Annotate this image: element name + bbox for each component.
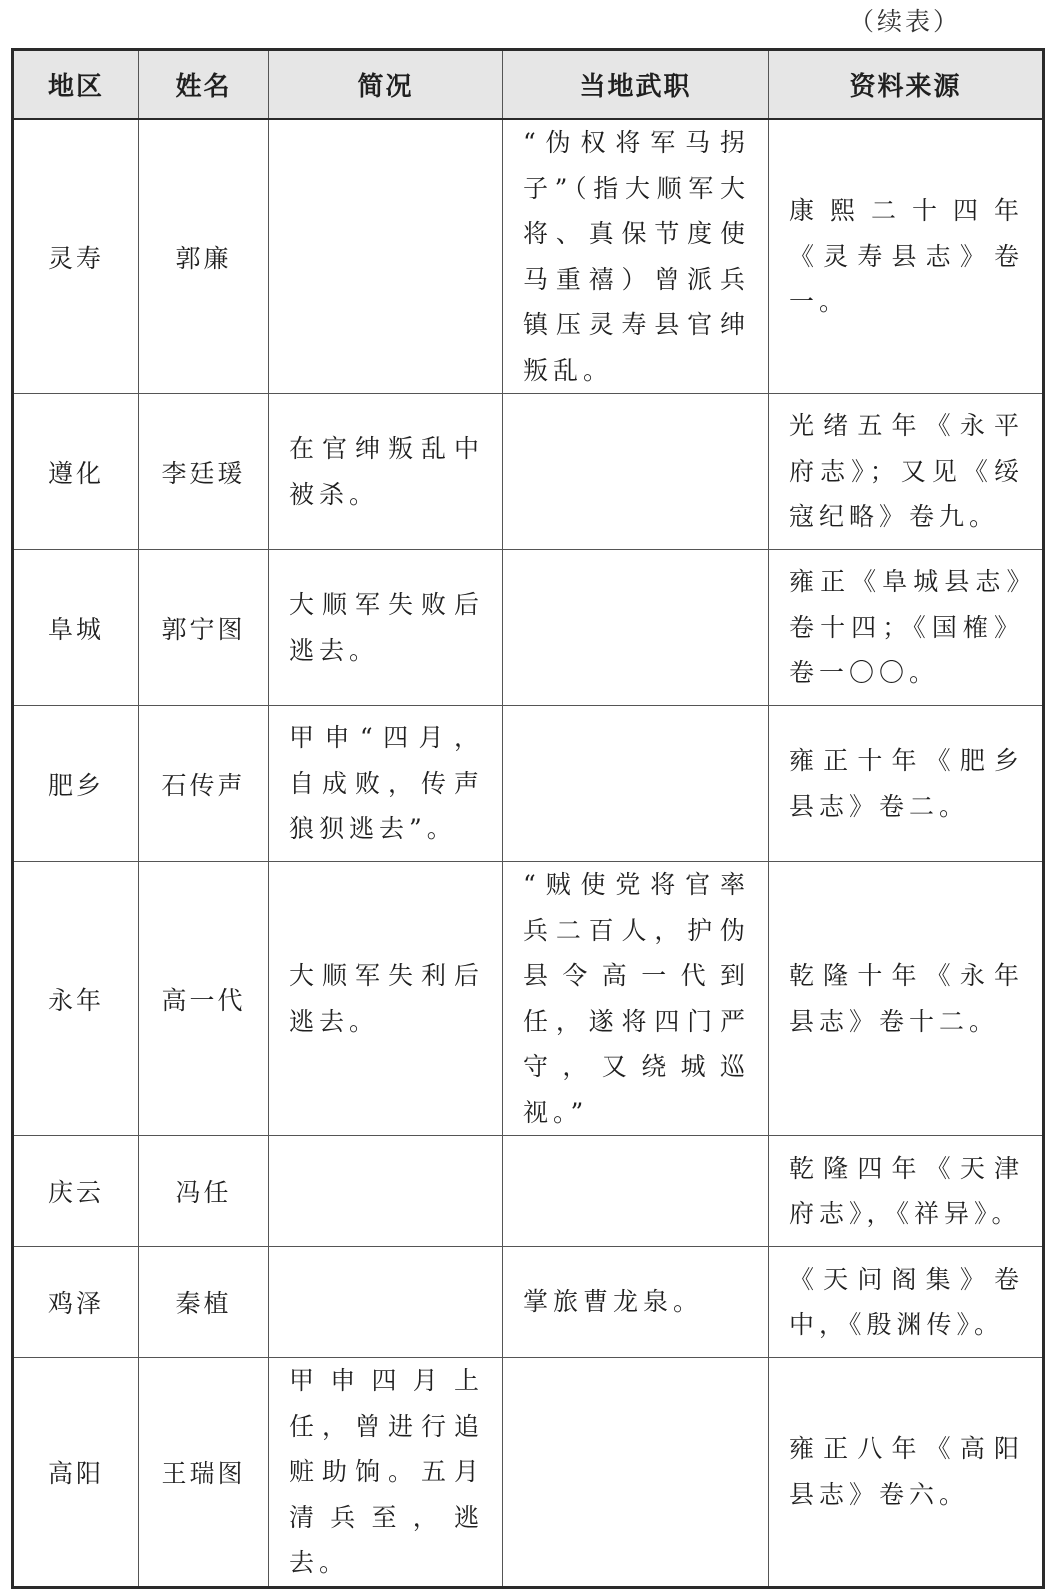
cell-summary: 大顺军失败后逃去。: [269, 550, 503, 706]
table-body: [13, 119, 1044, 1587]
cell-summary: 在官绅叛乱中被杀。: [269, 394, 503, 550]
cell-name: 高一代: [139, 862, 269, 1136]
cell-source: 雍正十年《肥乡县志》卷二。: [769, 706, 1044, 862]
cell-local-post: 掌旅曹龙泉。: [503, 1247, 769, 1358]
header-local-post: 当地武职: [503, 50, 769, 120]
table-row: [13, 1358, 1044, 1588]
cell-name: 秦植: [139, 1247, 269, 1358]
cell-local-post: [503, 1136, 769, 1247]
cell-name: 王瑞图: [139, 1358, 269, 1588]
cell-name: 郭廉: [139, 119, 269, 394]
cell-source: 雍正《阜城县志》卷十四；《国榷》卷一〇〇。: [769, 550, 1044, 706]
cell-source: 乾隆十年《永年县志》卷十二。: [769, 862, 1044, 1136]
cell-source: 乾隆四年《天津府志》，《祥异》。: [769, 1136, 1044, 1247]
cell-region: 庆云: [13, 1136, 139, 1247]
cell-summary: 甲申四月上任，曾进行追赃助饷。五月清兵至，逃去。: [269, 1358, 503, 1588]
cell-local-post: [503, 394, 769, 550]
cell-local-post: [503, 1358, 769, 1588]
cell-region: 高阳: [13, 1358, 139, 1588]
cell-local-post: [503, 550, 769, 706]
cell-source: 光绪五年《永平府志》；又见《绥寇纪略》卷九。: [769, 394, 1044, 550]
cell-region: 永年: [13, 862, 139, 1136]
officials-table: [11, 48, 1045, 1589]
header-source: 资料来源: [769, 50, 1044, 120]
cell-region: 肥乡: [13, 706, 139, 862]
cell-summary: [269, 119, 503, 394]
cell-name: 郭宁图: [139, 550, 269, 706]
header-region: 地区: [13, 50, 139, 120]
table-row: [13, 119, 1044, 394]
cell-source: 康熙二十四年《灵寿县志》卷一。: [769, 119, 1044, 394]
cell-name: 石传声: [139, 706, 269, 862]
cell-local-post: [503, 706, 769, 862]
cell-summary: [269, 1136, 503, 1247]
table-row: [13, 394, 1044, 550]
cell-summary: 甲申“四月，自成败，传声狼狈逃去”。: [269, 706, 503, 862]
cell-region: 灵寿: [13, 119, 139, 394]
header-name: 姓名: [139, 50, 269, 120]
cell-summary: [269, 1247, 503, 1358]
continued-table-label: （续表）: [848, 7, 961, 36]
cell-summary: 大顺军失利后逃去。: [269, 862, 503, 1136]
cell-local-post: “伪权将军马拐子”（指大顺军大将、真保节度使马重禧）曾派兵镇压灵寿县官绅叛乱。: [503, 119, 769, 394]
cell-region: 阜城: [13, 550, 139, 706]
table-row: [13, 706, 1044, 862]
table-row: [13, 1136, 1044, 1247]
cell-region: 鸡泽: [13, 1247, 139, 1358]
cell-source: 《天问阁集》卷中，《殷渊传》。: [769, 1247, 1044, 1358]
cell-region: 遵化: [13, 394, 139, 550]
table-row: [13, 1247, 1044, 1358]
table-row: [13, 550, 1044, 706]
cell-source: 雍正八年《高阳县志》卷六。: [769, 1358, 1044, 1588]
table-row: [13, 862, 1044, 1136]
cell-name: 冯任: [139, 1136, 269, 1247]
header-row: [13, 50, 1044, 120]
cell-local-post: “贼使党将官率兵二百人，护伪县令高一代到任，遂将四门严守，又绕城巡视。”: [503, 862, 769, 1136]
header-summary: 简况: [269, 50, 503, 120]
cell-name: 李廷瑗: [139, 394, 269, 550]
table-header: [13, 50, 1044, 120]
